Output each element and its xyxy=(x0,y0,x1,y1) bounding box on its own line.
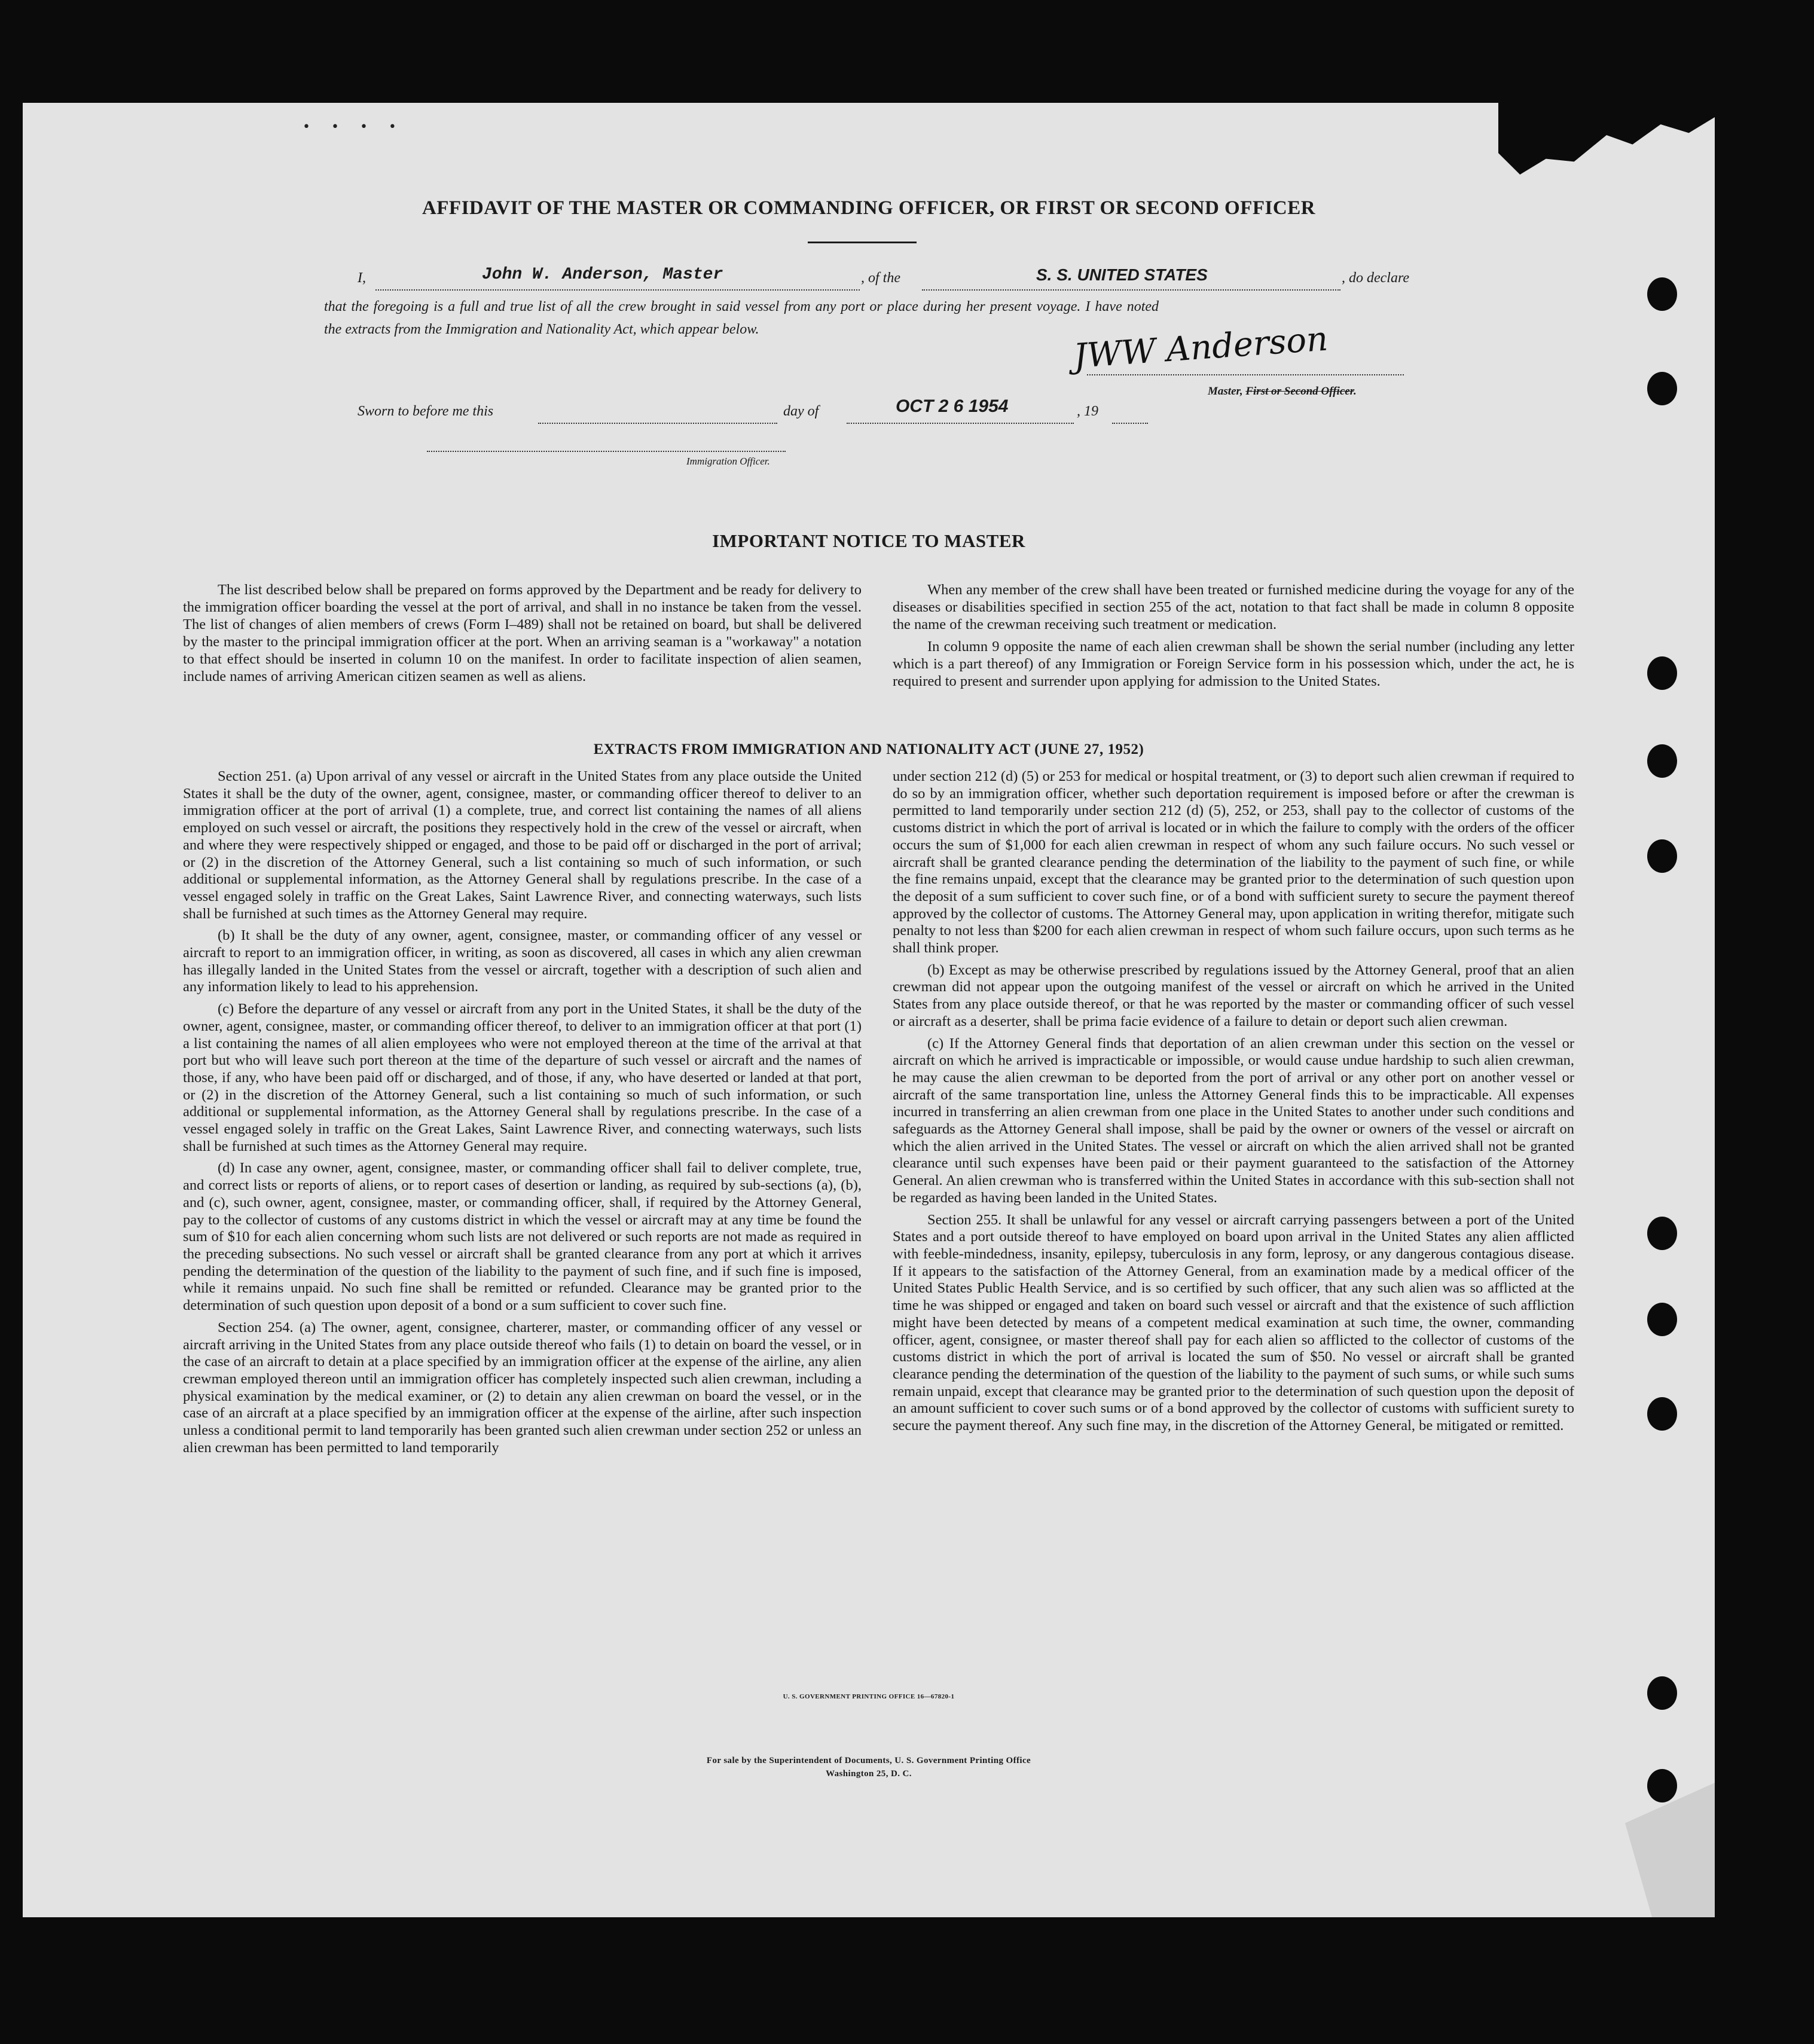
vessel-name-value: S. S. UNITED STATES xyxy=(1036,265,1208,284)
punch-hole-icon xyxy=(1647,277,1677,311)
master-name-value: John W. Anderson, Master xyxy=(482,265,723,284)
affidavit-title: AFFIDAVIT OF THE MASTER OR COMMANDING OFFICER, OR FIRST OR SECOND OFFICER xyxy=(422,197,1316,219)
notice-left-paragraph: The list described below shall be prepared on forms approved by the Department and be ready for delivery to the immigration officer boarding the vessel at the port of arrival, and shall in no instance be taken from the vessel. The list of changes of alien members of crews (Form I–489) shall not be retained on board, but shall be delivered by the master to the principal immigration officer at the port. When an arriving seaman is a "workaway" a notation to that effect should be inserted in column 10 on the manifest. In order to facilitate inspection of alien seamen, include names of arriving American citizen seamen as well as aliens. xyxy=(183,582,862,685)
affidavit-i: I, xyxy=(358,270,366,286)
section-255: Section 255. It shall be unlawful for any vessel or aircraft carrying passengers between a port of the United States and a port outside thereof to have employed on board upon arrival in the United States any alien afflicted with feeble-mindedness, insanity, epilepsy, tuberculosis in any form, leprosy, or any dangerous contagious disease. If it appears to the satisfaction of the Attorney General, from an examination made by a medical officer of the United States Public Health Service, and is so certified by such officer, that any such alien was so afflicted at the time he was shipped or engaged and taken on board such vessel or aircraft and that the existence of such affliction might have been detected by means of a competent medical examination at such time, the owner, commanding officer, agent, consignee, or master thereof shall pay for each alien so afflicted to the collector of customs of the customs district in which the port of arrival is located the sum of $50. No vessel or aircraft shall be granted clearance pending the determination of the question of the liability to the payment of such sums, or while such sums remain unpaid, except that clearance may be granted prior to the determination of such question upon the deposit of an amount sufficient to cover such sums or of a bond approved by the collector of customs with sufficient surety to secure the payment thereof. Any such fine may, in the discretion of the Attorney General, be mitigated or remitted. xyxy=(893,1211,1574,1434)
do-declare-label: , do declare xyxy=(1342,270,1410,286)
sale-line-2: Washington 25, D. C. xyxy=(826,1769,912,1779)
punch-hole-icon xyxy=(1647,656,1677,690)
document-page xyxy=(23,103,1715,1917)
sworn-line xyxy=(358,396,1314,427)
notice-right-paragraph-2: In column 9 opposite the name of each alien crewman shall be shown the serial number (including any letter which is a part thereof) of any Immigration or Foreign Service form in his possession which, under the act, he is required to present and surrender upon applying for admission to the United States. xyxy=(893,638,1574,689)
section-254-a-cont: under section 212 (d) (5) or 253 for medical or hospital treatment, or (3) to deport such alien crewman if required to do so by an immigration officer, whether such deportation requirement is imposed before or after the crewman is permitted to land temporarily under section 212 (d) (5), 252, or 253, shall pay to the collector of customs of the customs district in which the port of arrival is located or in which the failure to comply with the orders of the officer occurs the sum of $1,000 for each alien crewman in respect of whom any such failure occurs. No such vessel or aircraft shall be granted clearance pending the determination of the liability to the payment of such fine, or while the fine remains unpaid, except that the clearance may be granted prior to the determination of such question upon the deposit of a sum sufficient to cover such fine, or of a bond with sufficient surety to secure the payment thereof approved by the collector of customs. The Attorney General may, upon application in writing therefor, mitigate such penalty to not less than $200 for each alien crewman in respect of whom such failure occurs, upon such terms as he shall think proper. xyxy=(893,768,1574,957)
section-251-a: Section 251. (a) Upon arrival of any vessel or aircraft in the United States from any place outside the United States it shall be the duty of the owner, agent, consignee, master, or commanding officer thereof to deliver to an immigration officer at the port of arrival (1) a complete, true, and correct list containing the names of all aliens employed on such vessel or aircraft, the positions they respectively hold in the crew of the vessel or aircraft, when and where they were respectively shipped or engaged, and those to be paid off or discharged in the port of arrival; or (2) in the discretion of the Attorney General, such a list containing so much of such information, or such additional or supplemental information, as the Attorney General shall by regulations prescribe. In the case of a vessel engaged solely in traffic on the Great Lakes, Saint Lawrence River, and connecting waterways, such lists shall be furnished at such times as the Attorney General may require. xyxy=(183,768,862,922)
caption-struck: First or Second Officer xyxy=(1245,385,1354,398)
extracts-right-column xyxy=(893,768,1574,1440)
torn-corner xyxy=(1498,103,1715,175)
section-254-c: (c) If the Attorney General finds that deportation of an alien crewman under this section on the vessel or aircraft on which he arrived is impracticable or impossible, or would cause undue hardship to such alien crewman, he may cause the alien crewman to be deported from the port of arrival or any other port on another vessel or aircraft of the same transportation line, unless the Attorney General finds this to be impracticable. All expenses incurred in transferring an alien crewman from one place in the United States to another under such conditions and safeguards as the Attorney General shall impose, shall be paid by the owner or owners of the vessel or aircraft on which the alien arrived in the United States. The vessel or aircraft on which the alien arrived shall not be granted clearance until such expenses have been paid or their payment guaranteed to the satisfaction of the Attorney General. An alien crewman who is transferred within the United States in accordance with this sub-section shall not be regarded as having been landed in the United States. xyxy=(893,1035,1574,1206)
section-254-b: (b) Except as may be otherwise prescribed by regulations issued by the Attorney General, proof that an alien crewman did not appear upon the outgoing manifest of the vessel or aircraft on which he arrived in the United States from any place outside thereof, or that he was reported by the master or commanding officer of such vessel or aircraft as a deserter, shall be prima facie evidence of a failure to detain or deport such alien crewman. xyxy=(893,961,1574,1029)
of-the-label: , of the xyxy=(861,270,900,286)
section-254-a: Section 254. (a) The owner, agent, consignee, charterer, master, or commanding officer of any vessel or aircraft arriving in the United States from any place outside thereof who fails (1) to detain on board the vessel, or in the case of an aircraft to detain at a place specified by an immigration officer at the expense of the airline, any alien crewman employed thereon until an immigration officer has completely inspected such alien crewman, including a physical examination by the medical examiner, or (2) to detain any alien crewman on board the vessel, or in the case of an aircraft at a place specified by an immigration officer at the expense of the airline, after such inspection unless a conditional permit to land temporarily has been granted such alien crewman under section 252 or unless an alien crewman has been permitted to land temporarily xyxy=(183,1319,862,1456)
speck-marks: • • • • xyxy=(303,120,405,135)
extracts-title: EXTRACTS FROM IMMIGRATION AND NATIONALITY ACT (JUNE 27, 1952) xyxy=(593,741,1144,757)
affidavit-line-3: the extracts from the Immigration and Nationality Act, which appear below. xyxy=(324,322,759,337)
sworn-label: Sworn to before me this xyxy=(358,404,494,419)
punch-hole-icon xyxy=(1647,1303,1677,1336)
printing-office-line: U. S. GOVERNMENT PRINTING OFFICE 16—67820-1 xyxy=(783,1693,955,1700)
folded-corner xyxy=(1625,1783,1715,1917)
sale-line-1: For sale by the Superintendent of Documents, U. S. Government Printing Office xyxy=(706,1756,1031,1765)
punch-hole-icon xyxy=(1647,372,1677,405)
punch-hole-icon xyxy=(1647,839,1677,873)
year-field xyxy=(1112,404,1148,424)
section-251-b: (b) It shall be the duty of any owner, agent, consignee, master, or commanding officer of any vessel or aircraft to report to an immigration officer, in writing, as soon as discovered, all cases in which any alien crewman has illegally landed in the United States from the vessel or aircraft, together with a description of such alien and any information likely to lead to his apprehension. xyxy=(183,927,862,995)
caption-end: . xyxy=(1354,385,1357,398)
notice-right-column xyxy=(893,581,1574,695)
sworn-day-field xyxy=(538,404,777,424)
section-251-d: (d) In case any owner, agent, consignee, master, or commanding officer shall fail to deliver complete, true, and correct lists or reports of aliens, or to report cases of desertion or landing, as required by sub-sections (a), (b), and (c), such owner, agent, consignee, master, or commanding officer, shall, if required by the Attorney General, pay to the collector of customs of any customs district in which the vessel or aircraft may at any time be found the sum of $10 for each alien concerning whom such lists are not delivered or such reports are not made as required in the preceding subsections. No such vessel or aircraft shall be granted clearance from any port at which it arrives pending the determination of the question of the liability to the payment of such fine, and if such fine is imposed, while it remains unpaid. No such fine shall be remitted or refunded. Clearance may be granted prior to the determination of such question upon deposit of a bond or a sum sufficient to cover such fine. xyxy=(183,1160,862,1314)
punch-hole-icon xyxy=(1647,1397,1677,1431)
notice-left-column xyxy=(183,581,862,690)
title-underline xyxy=(808,242,917,243)
affidavit-line-2: that the foregoing is a full and true list of all the crew brought in said vessel from any port or place during her present voyage. I have noted xyxy=(324,299,1159,314)
extracts-left-column xyxy=(183,768,862,1461)
date-stamp: OCT 2 6 1954 xyxy=(896,396,1009,416)
notice-right-paragraph-1: When any member of the crew shall have been treated or furnished medicine during the voyage for any of the diseases or disabilities specified in section 255 of the act, notation to that fact shall be made in column 8 opposite the name of the crewman receiving such treatment or medication. xyxy=(893,582,1574,633)
caption-master: Master, xyxy=(1208,385,1243,398)
officer-caption: Immigration Officer. xyxy=(686,456,770,467)
signature-line xyxy=(1087,373,1404,375)
punch-hole-icon xyxy=(1647,1217,1677,1250)
officer-line xyxy=(427,450,786,452)
signature-caption xyxy=(1208,385,1357,398)
notice-title: IMPORTANT NOTICE TO MASTER xyxy=(712,530,1025,551)
day-of-label: day of xyxy=(783,404,819,419)
signature: JWW Anderson xyxy=(1072,319,1330,376)
section-251-c: (c) Before the departure of any vessel or aircraft from any port in the United States, it shall be the duty of the owner, agent, consignee, master, or commanding officer thereof, to deliver to an immigration officer at that port (1) a list containing the names of all alien employees who were not employed thereon at the time of the arrival at that port but who will leave such port thereon at the time of the departure of such vessel or aircraft and the names of those, if any, who have been paid off or discharged, and of those, if any, who have deserted or landed at that port, or (2) in the discretion of the Attorney General, such a list containing so much of such information, or such additional or supplemental information, as the Attorney General shall by regulations prescribe. In the case of a vessel engaged solely in traffic on the Great Lakes, Saint Lawrence River, and connecting waterways, such lists shall be furnished at such times as the Attorney General may require. xyxy=(183,1001,862,1154)
affidavit-line-1 xyxy=(358,265,1434,294)
year-label: , 19 xyxy=(1077,404,1098,419)
